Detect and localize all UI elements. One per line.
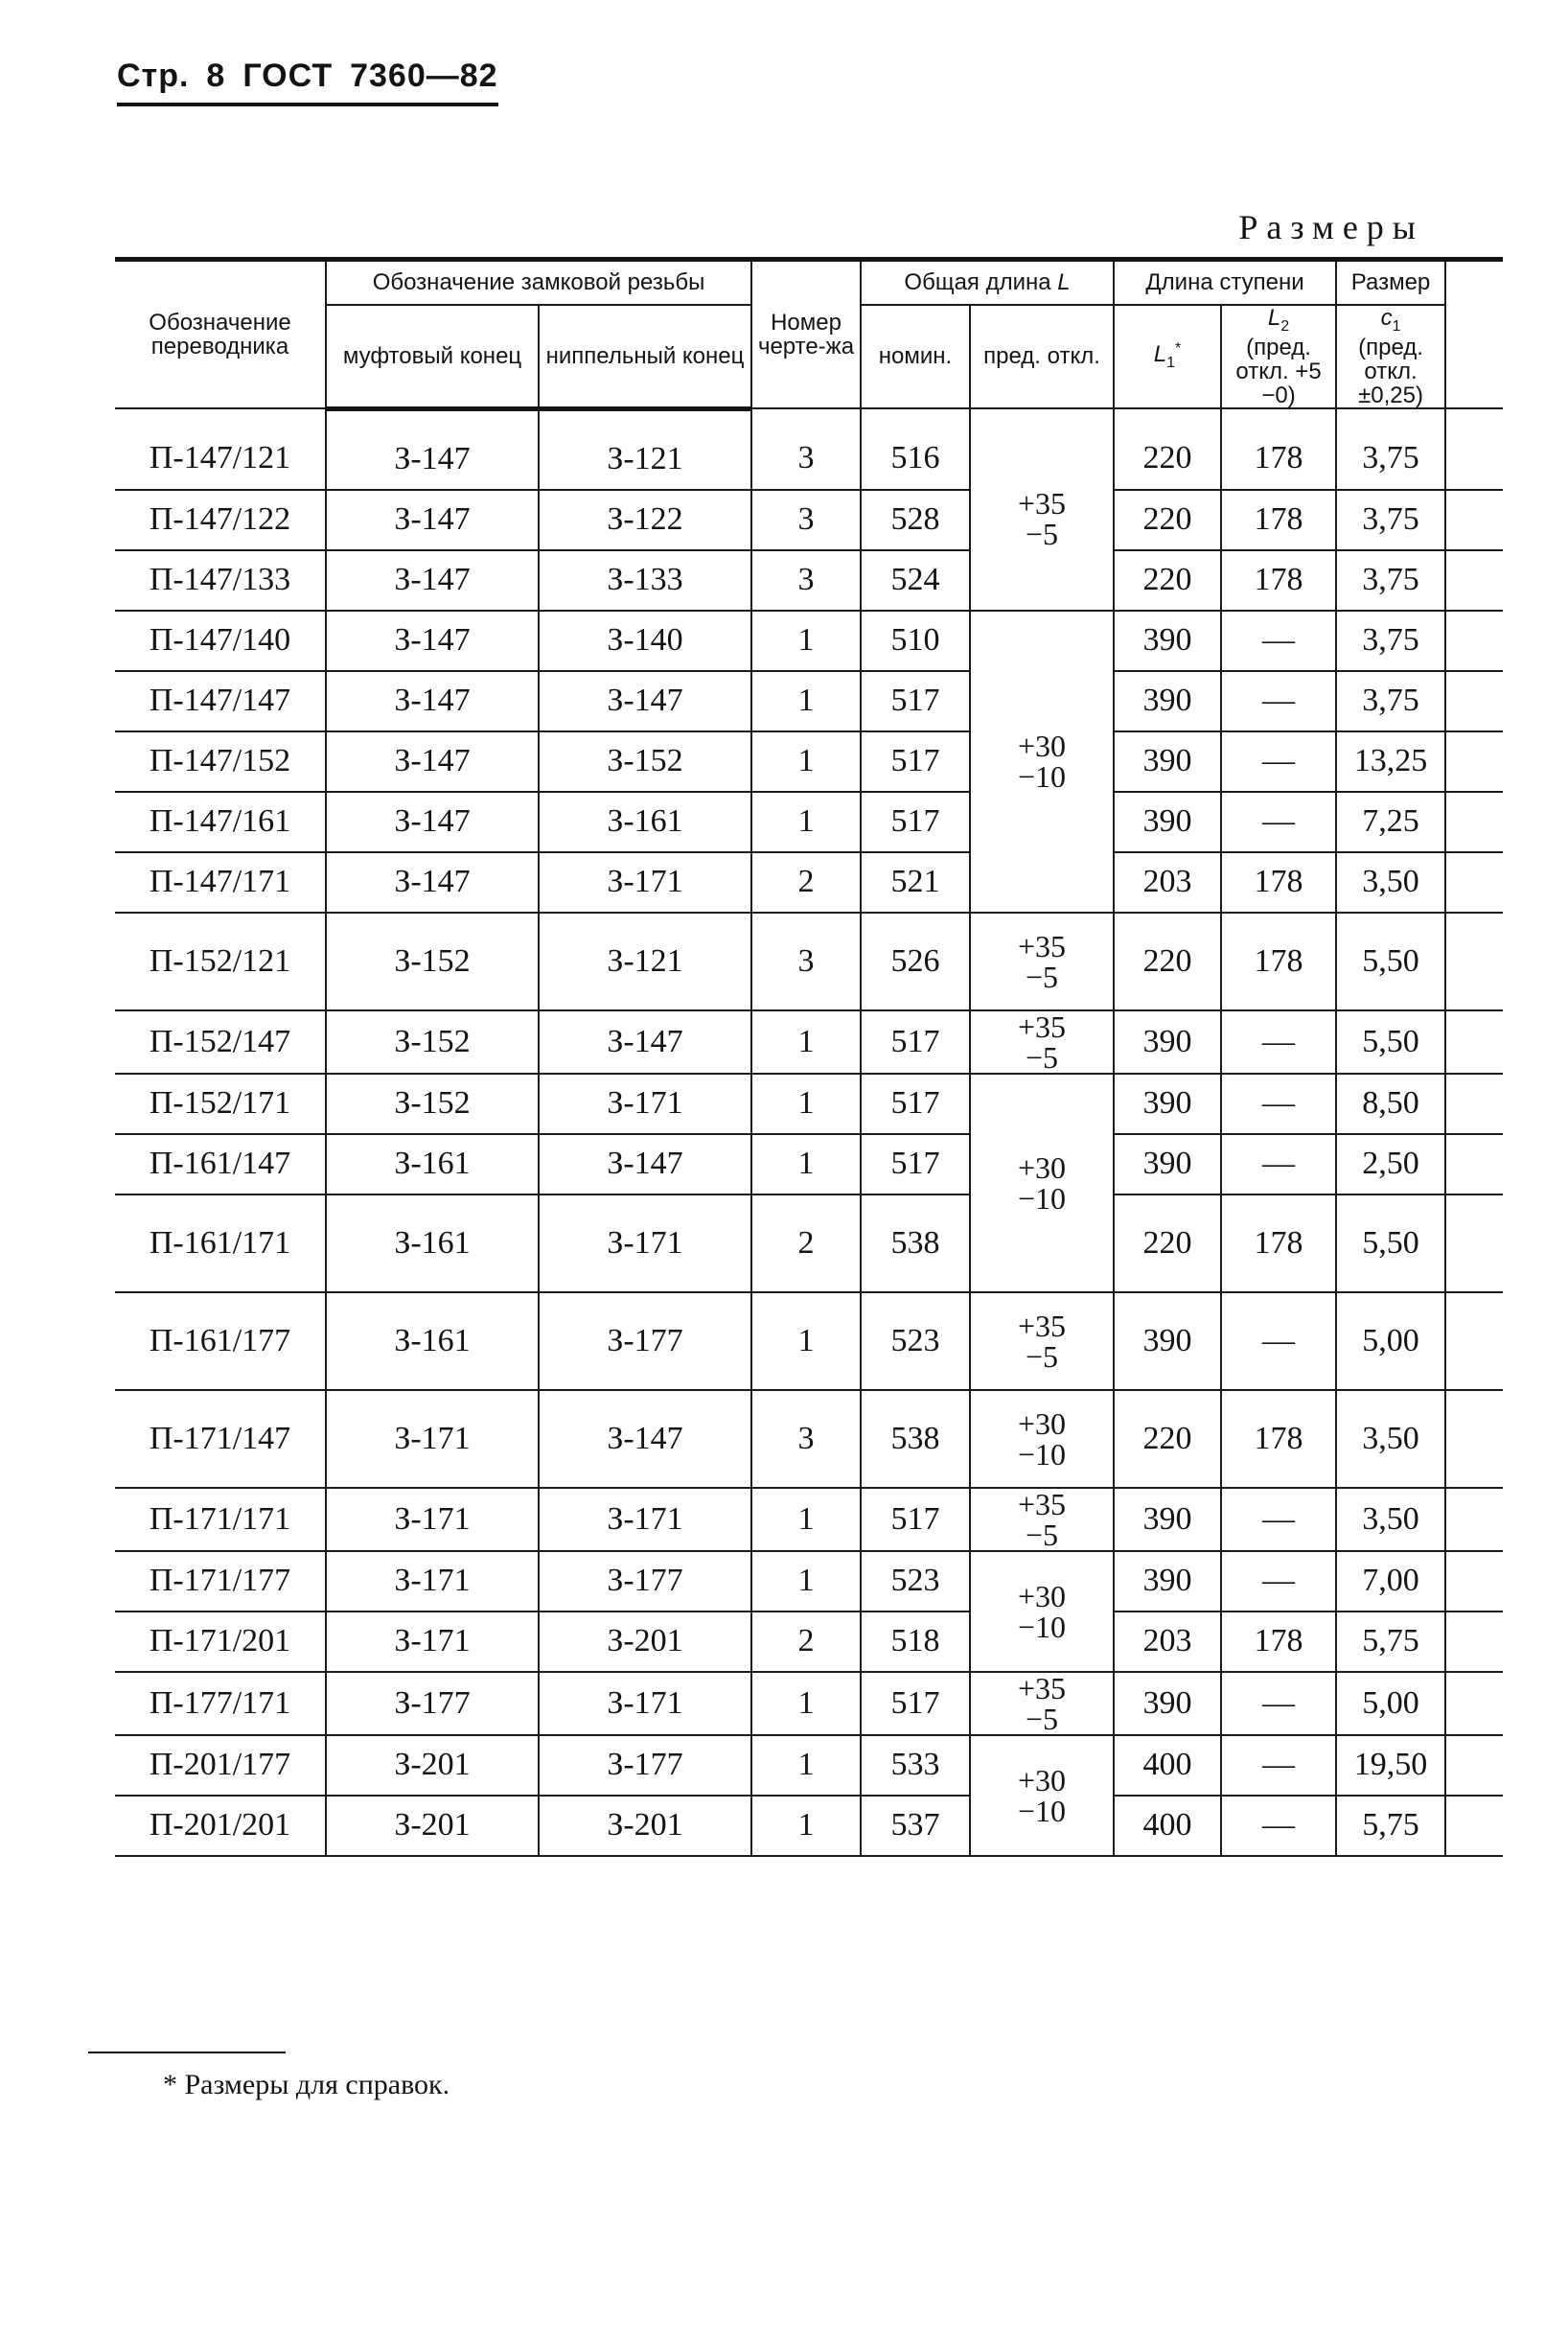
cell-pin-end: З-171 — [539, 1488, 751, 1551]
tolerance-upper: +30 — [1017, 1405, 1067, 1441]
cell-nominal-length: 524 — [861, 550, 970, 611]
cell-spacer — [1445, 792, 1503, 852]
header-l2-symbol: L — [1267, 305, 1281, 331]
cell-designation: П-152/171 — [115, 1074, 326, 1134]
header-l1-star: * — [1175, 340, 1182, 358]
cell-pin-end: З-147 — [539, 1390, 751, 1488]
header-total-length — [861, 260, 1114, 306]
cell-box-end: З-152 — [326, 1010, 539, 1074]
cell-pin-end: З-122 — [539, 490, 751, 550]
cell-c1: 5,50 — [1336, 1194, 1445, 1292]
cell-c1: 19,50 — [1336, 1735, 1445, 1796]
cell-box-end: З-147 — [326, 671, 539, 731]
cell-l1: 390 — [1114, 1292, 1221, 1390]
cell-spacer — [1445, 852, 1503, 913]
cell-drawing-number: 1 — [751, 1796, 861, 1856]
cell-pin-end: З-121 — [539, 913, 751, 1010]
cell-spacer — [1445, 1612, 1503, 1672]
cell-c1: 8,50 — [1336, 1074, 1445, 1134]
header-size: Размер — [1336, 260, 1445, 306]
cell-l2: — — [1221, 1488, 1336, 1551]
cell-designation: П-147/140 — [115, 611, 326, 671]
tolerance-upper: +35 — [1017, 1308, 1067, 1343]
tolerance-lower: −5 — [1025, 959, 1059, 994]
cell-l2: — — [1221, 1292, 1336, 1390]
cell-limit-deviation — [970, 1292, 1114, 1390]
header-designation: Обозначение переводника — [115, 260, 326, 409]
table-body — [115, 408, 1503, 1856]
footnote: * Размеры для справок. — [163, 2069, 450, 2100]
cell-box-end: З-147 — [326, 550, 539, 611]
cell-pin-end: З-171 — [539, 1194, 751, 1292]
cell-limit-deviation — [970, 1010, 1114, 1074]
cell-l2: — — [1221, 1074, 1336, 1134]
cell-l2: 178 — [1221, 490, 1336, 550]
cell-designation: П-147/161 — [115, 792, 326, 852]
cell-c1: 5,50 — [1336, 913, 1445, 1010]
page-header — [117, 58, 498, 106]
table-row — [115, 550, 1503, 611]
cell-box-end: З-147 — [326, 731, 539, 792]
cell-c1: 7,25 — [1336, 792, 1445, 852]
table-row — [115, 1292, 1503, 1390]
cell-spacer — [1445, 1488, 1503, 1551]
tolerance-lower: −5 — [1025, 517, 1059, 552]
cell-drawing-number: 3 — [751, 550, 861, 611]
header-c1-symbol: c — [1380, 305, 1393, 331]
cell-c1: 13,25 — [1336, 731, 1445, 792]
cell-limit-deviation — [970, 1074, 1114, 1292]
header-l1 — [1114, 305, 1221, 408]
cell-c1: 5,50 — [1336, 1010, 1445, 1074]
cell-nominal-length: 526 — [861, 913, 970, 1010]
cell-drawing-number: 1 — [751, 1551, 861, 1612]
cell-l1: 203 — [1114, 1612, 1221, 1672]
header-pin-end: ниппельный конец — [539, 305, 751, 408]
cell-spacer — [1445, 1796, 1503, 1856]
cell-l1: 220 — [1114, 490, 1221, 550]
cell-l2: 178 — [1221, 913, 1336, 1010]
cell-l2: — — [1221, 1134, 1336, 1194]
cell-l1: 220 — [1114, 1194, 1221, 1292]
table-row — [115, 408, 1503, 490]
cell-l1: 390 — [1114, 611, 1221, 671]
cell-drawing-number: 1 — [751, 611, 861, 671]
table-row — [115, 1194, 1503, 1292]
cell-limit-deviation — [970, 1390, 1114, 1488]
cell-designation: П-147/171 — [115, 852, 326, 913]
cell-spacer — [1445, 913, 1503, 1010]
tolerance-upper: +30 — [1017, 1578, 1067, 1613]
cell-designation: П-161/147 — [115, 1134, 326, 1194]
cell-nominal-length: 510 — [861, 611, 970, 671]
cell-l2: — — [1221, 1672, 1336, 1735]
table-row — [115, 1551, 1503, 1612]
cell-c1: 7,00 — [1336, 1551, 1445, 1612]
cell-limit-deviation — [970, 1735, 1114, 1856]
cell-limit-deviation — [970, 408, 1114, 611]
page-number: 8 — [206, 58, 226, 94]
cell-c1: 3,50 — [1336, 1390, 1445, 1488]
cell-l2: 178 — [1221, 1612, 1336, 1672]
cell-drawing-number: 3 — [751, 1390, 861, 1488]
cell-nominal-length: 517 — [861, 792, 970, 852]
cell-box-end: З-177 — [326, 1672, 539, 1735]
cell-l2: — — [1221, 731, 1336, 792]
cell-c1: 3,50 — [1336, 1488, 1445, 1551]
tolerance-lower: −10 — [1017, 1180, 1067, 1216]
cell-nominal-length: 517 — [861, 1010, 970, 1074]
table-row — [115, 1796, 1503, 1856]
cell-pin-end: З-201 — [539, 1796, 751, 1856]
cell-l1: 220 — [1114, 408, 1221, 490]
cell-pin-end: З-177 — [539, 1551, 751, 1612]
cell-designation: П-171/147 — [115, 1390, 326, 1488]
cell-drawing-number: 1 — [751, 1134, 861, 1194]
cell-pin-end: З-147 — [539, 1010, 751, 1074]
cell-box-end: З-147 — [326, 490, 539, 550]
cell-nominal-length: 517 — [861, 1134, 970, 1194]
tolerance-lower: −10 — [1017, 759, 1067, 795]
table-row — [115, 852, 1503, 913]
header-c1-sub: 1 — [1392, 317, 1401, 335]
cell-designation: П-171/177 — [115, 1551, 326, 1612]
header-lock-thread: Обозначение замковой резьбы — [326, 260, 751, 306]
table-row — [115, 1010, 1503, 1074]
tolerance-lower: −5 — [1025, 1039, 1059, 1075]
table-row — [115, 1612, 1503, 1672]
cell-spacer — [1445, 1194, 1503, 1292]
cell-designation: П-171/171 — [115, 1488, 326, 1551]
cell-designation: П-201/201 — [115, 1796, 326, 1856]
header-l2-sub: 2 — [1280, 317, 1290, 335]
cell-nominal-length: 528 — [861, 490, 970, 550]
table-row — [115, 1488, 1503, 1551]
cell-l2: — — [1221, 1735, 1336, 1796]
tolerance-lower: −10 — [1017, 1609, 1067, 1644]
cell-l1: 220 — [1114, 550, 1221, 611]
page-label: Стр. — [117, 58, 190, 94]
cell-l2: 178 — [1221, 408, 1336, 490]
cell-pin-end: З-147 — [539, 1134, 751, 1194]
cell-box-end: З-201 — [326, 1735, 539, 1796]
cell-limit-deviation — [970, 1672, 1114, 1735]
cell-l1: 390 — [1114, 1672, 1221, 1735]
header-l2-note: (пред. откл. +5 −0) — [1235, 334, 1322, 408]
cell-pin-end: З-152 — [539, 731, 751, 792]
cell-nominal-length: 517 — [861, 671, 970, 731]
cell-box-end: З-161 — [326, 1194, 539, 1292]
header-l2 — [1221, 305, 1336, 408]
cell-box-end: З-152 — [326, 1074, 539, 1134]
cell-l1: 390 — [1114, 1551, 1221, 1612]
cell-drawing-number: 1 — [751, 792, 861, 852]
cell-c1: 3,75 — [1336, 490, 1445, 550]
header-limit-deviation: пред. откл. — [970, 305, 1114, 408]
header-spacer — [1445, 260, 1503, 409]
cell-drawing-number: 3 — [751, 490, 861, 550]
cell-nominal-length: 517 — [861, 1488, 970, 1551]
cell-box-end: З-171 — [326, 1488, 539, 1551]
cell-pin-end: З-161 — [539, 792, 751, 852]
cell-designation: П-201/177 — [115, 1735, 326, 1796]
cell-designation: П-152/121 — [115, 913, 326, 1010]
cell-designation: П-147/122 — [115, 490, 326, 550]
cell-nominal-length: 538 — [861, 1194, 970, 1292]
cell-spacer — [1445, 1074, 1503, 1134]
cell-box-end: З-147 — [326, 408, 539, 490]
cell-designation: П-177/171 — [115, 1672, 326, 1735]
cell-nominal-length: 537 — [861, 1796, 970, 1856]
cell-c1: 3,50 — [1336, 852, 1445, 913]
table-row — [115, 671, 1503, 731]
cell-limit-deviation — [970, 913, 1114, 1010]
cell-spacer — [1445, 1390, 1503, 1488]
header-drawing-number: Номер черте-жа — [751, 260, 861, 409]
cell-spacer — [1445, 408, 1503, 490]
cell-nominal-length: 523 — [861, 1551, 970, 1612]
cell-pin-end: З-147 — [539, 671, 751, 731]
cell-l2: 178 — [1221, 1194, 1336, 1292]
cell-c1: 5,75 — [1336, 1796, 1445, 1856]
cell-drawing-number: 1 — [751, 1672, 861, 1735]
cell-drawing-number: 1 — [751, 1292, 861, 1390]
header-step-length: Длина ступени — [1114, 260, 1336, 306]
footnote-rule — [88, 2052, 286, 2053]
table-caption: Размеры — [1238, 208, 1424, 246]
cell-l1: 390 — [1114, 1134, 1221, 1194]
cell-spacer — [1445, 490, 1503, 550]
table-row — [115, 913, 1503, 1010]
cell-limit-deviation — [970, 1551, 1114, 1672]
tolerance-lower: −5 — [1025, 1701, 1059, 1736]
cell-l1: 220 — [1114, 1390, 1221, 1488]
cell-l1: 220 — [1114, 913, 1221, 1010]
cell-spacer — [1445, 611, 1503, 671]
cell-c1: 3,75 — [1336, 671, 1445, 731]
cell-c1: 5,00 — [1336, 1672, 1445, 1735]
cell-l2: — — [1221, 611, 1336, 671]
tolerance-upper: +35 — [1017, 1486, 1067, 1521]
cell-nominal-length: 533 — [861, 1735, 970, 1796]
cell-designation: П-147/152 — [115, 731, 326, 792]
table-row — [115, 611, 1503, 671]
cell-box-end: З-171 — [326, 1612, 539, 1672]
cell-l1: 390 — [1114, 1010, 1221, 1074]
cell-pin-end: З-133 — [539, 550, 751, 611]
cell-box-end: З-161 — [326, 1134, 539, 1194]
cell-designation: П-161/177 — [115, 1292, 326, 1390]
cell-spacer — [1445, 1551, 1503, 1612]
cell-box-end: З-161 — [326, 1292, 539, 1390]
cell-drawing-number: 1 — [751, 1735, 861, 1796]
tolerance-lower: −10 — [1017, 1793, 1067, 1828]
cell-designation: П-147/121 — [115, 408, 326, 490]
tolerance-upper: +35 — [1017, 1670, 1067, 1705]
cell-spacer — [1445, 671, 1503, 731]
cell-designation: П-147/147 — [115, 671, 326, 731]
cell-c1: 5,75 — [1336, 1612, 1445, 1672]
cell-box-end: З-147 — [326, 852, 539, 913]
table-row — [115, 490, 1503, 550]
cell-l2: — — [1221, 671, 1336, 731]
cell-nominal-length: 518 — [861, 1612, 970, 1672]
cell-spacer — [1445, 1292, 1503, 1390]
cell-c1: 2,50 — [1336, 1134, 1445, 1194]
cell-spacer — [1445, 550, 1503, 611]
cell-spacer — [1445, 1134, 1503, 1194]
cell-l1: 400 — [1114, 1796, 1221, 1856]
tolerance-lower: −10 — [1017, 1436, 1067, 1472]
tolerance-lower: −5 — [1025, 1517, 1059, 1552]
cell-box-end: З-147 — [326, 611, 539, 671]
cell-pin-end: З-177 — [539, 1735, 751, 1796]
tolerance-upper: +30 — [1017, 729, 1067, 764]
table-row — [115, 1390, 1503, 1488]
cell-drawing-number: 1 — [751, 1488, 861, 1551]
cell-drawing-number: 2 — [751, 852, 861, 913]
cell-drawing-number: 2 — [751, 1194, 861, 1292]
cell-l1: 390 — [1114, 671, 1221, 731]
standard-number: 7360—82 — [350, 58, 498, 94]
cell-drawing-number: 1 — [751, 671, 861, 731]
cell-drawing-number: 1 — [751, 1010, 861, 1074]
standard-name: ГОСТ — [242, 58, 334, 94]
cell-spacer — [1445, 1010, 1503, 1074]
cell-c1: 5,00 — [1336, 1292, 1445, 1390]
cell-l2: 178 — [1221, 550, 1336, 611]
table-row — [115, 1672, 1503, 1735]
table-row — [115, 1074, 1503, 1134]
cell-l1: 203 — [1114, 852, 1221, 913]
header-nominal: номин. — [861, 305, 970, 408]
cell-pin-end: З-171 — [539, 1672, 751, 1735]
cell-designation: П-152/147 — [115, 1010, 326, 1074]
cell-drawing-number: 3 — [751, 408, 861, 490]
cell-l2: 178 — [1221, 1390, 1336, 1488]
cell-box-end: З-171 — [326, 1551, 539, 1612]
cell-limit-deviation — [970, 1488, 1114, 1551]
cell-c1: 3,75 — [1336, 550, 1445, 611]
dimensions-table — [115, 257, 1503, 1857]
cell-limit-deviation — [970, 611, 1114, 913]
header-c1 — [1336, 305, 1445, 408]
tolerance-upper: +30 — [1017, 1762, 1067, 1797]
table-row — [115, 1134, 1503, 1194]
cell-nominal-length: 538 — [861, 1390, 970, 1488]
cell-l2: — — [1221, 1010, 1336, 1074]
header-total-length-text: Общая длина — [904, 269, 1051, 296]
table-row — [115, 792, 1503, 852]
cell-drawing-number: 3 — [751, 913, 861, 1010]
header-total-length-symbol: L — [1057, 269, 1071, 296]
header-l1-symbol: L — [1153, 341, 1167, 368]
cell-l1: 390 — [1114, 792, 1221, 852]
cell-c1: 3,75 — [1336, 408, 1445, 490]
cell-spacer — [1445, 1672, 1503, 1735]
cell-pin-end: З-177 — [539, 1292, 751, 1390]
cell-drawing-number: 2 — [751, 1612, 861, 1672]
cell-l2: — — [1221, 792, 1336, 852]
cell-nominal-length: 517 — [861, 1672, 970, 1735]
cell-box-end: З-147 — [326, 792, 539, 852]
cell-l1: 390 — [1114, 1488, 1221, 1551]
header-l1-sub: 1 — [1166, 355, 1176, 372]
cell-spacer — [1445, 1735, 1503, 1796]
cell-box-end: З-152 — [326, 913, 539, 1010]
cell-box-end: З-201 — [326, 1796, 539, 1856]
cell-designation: П-171/201 — [115, 1612, 326, 1672]
header-c1-note: (пред. откл. ±0,25) — [1358, 334, 1423, 408]
cell-l2: — — [1221, 1551, 1336, 1612]
cell-pin-end: З-201 — [539, 1612, 751, 1672]
tolerance-upper: +35 — [1017, 1009, 1067, 1044]
table-row — [115, 731, 1503, 792]
cell-nominal-length: 517 — [861, 1074, 970, 1134]
cell-designation: П-147/133 — [115, 550, 326, 611]
cell-nominal-length: 516 — [861, 408, 970, 490]
tolerance-lower: −5 — [1025, 1338, 1059, 1374]
cell-spacer — [1445, 731, 1503, 792]
tolerance-upper: +35 — [1017, 928, 1067, 963]
cell-pin-end: З-171 — [539, 852, 751, 913]
cell-l2: 178 — [1221, 852, 1336, 913]
cell-nominal-length: 517 — [861, 731, 970, 792]
cell-pin-end: З-171 — [539, 1074, 751, 1134]
cell-l1: 390 — [1114, 731, 1221, 792]
cell-c1: 3,75 — [1336, 611, 1445, 671]
cell-pin-end: З-140 — [539, 611, 751, 671]
cell-box-end: З-171 — [326, 1390, 539, 1488]
table-row — [115, 1735, 1503, 1796]
tolerance-upper: +35 — [1017, 486, 1067, 522]
cell-drawing-number: 1 — [751, 731, 861, 792]
cell-pin-end: З-121 — [539, 408, 751, 490]
cell-nominal-length: 521 — [861, 852, 970, 913]
cell-l1: 390 — [1114, 1074, 1221, 1134]
cell-designation: П-161/171 — [115, 1194, 326, 1292]
header-box-end: муфтовый конец — [326, 305, 539, 408]
tolerance-upper: +30 — [1017, 1149, 1067, 1185]
cell-nominal-length: 523 — [861, 1292, 970, 1390]
cell-l1: 400 — [1114, 1735, 1221, 1796]
cell-l2: — — [1221, 1796, 1336, 1856]
cell-drawing-number: 1 — [751, 1074, 861, 1134]
